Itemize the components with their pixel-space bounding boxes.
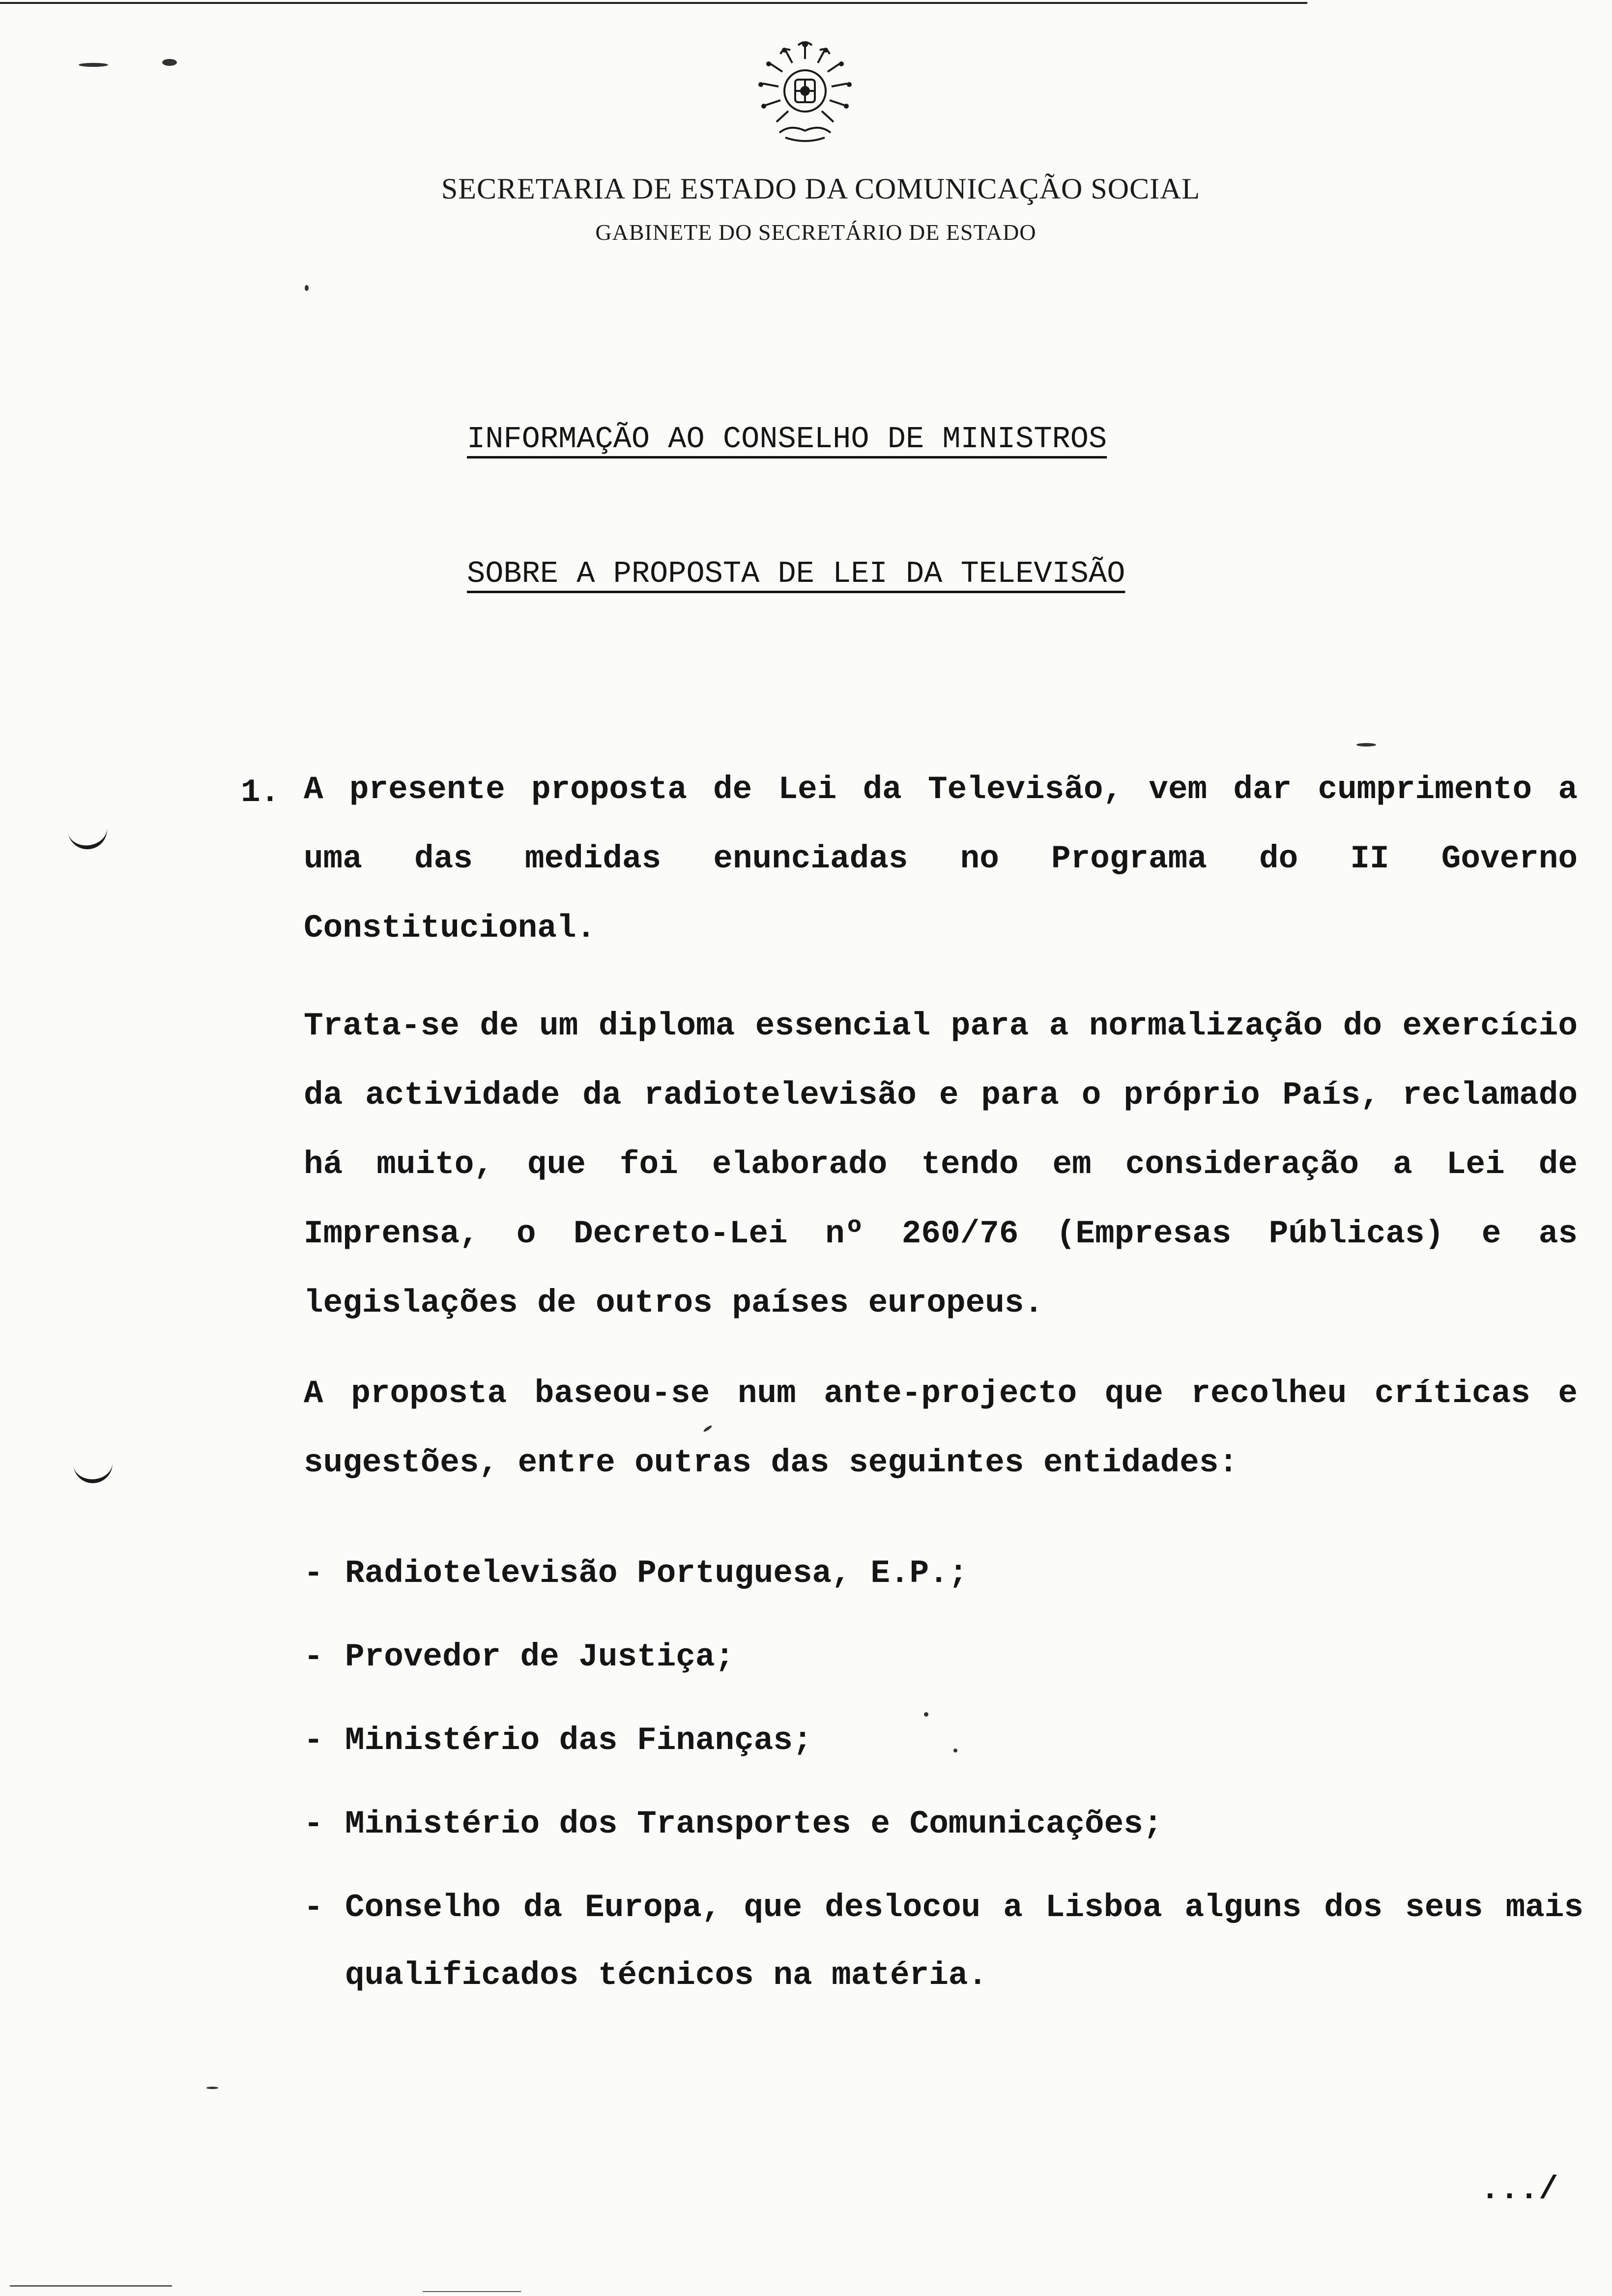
scan-speck — [953, 1749, 957, 1752]
scan-speck — [924, 1712, 928, 1717]
margin-scan-mark — [67, 823, 110, 852]
document-title-line1: INFORMAÇÃO AO CONSELHO DE MINISTROS — [467, 422, 1107, 457]
scan-speck — [79, 63, 108, 67]
scan-speck — [1356, 743, 1376, 746]
list-item: - Ministério das Finanças; — [304, 1719, 1582, 1802]
paragraph-2: Trata-se de um diploma essencial para a normalização do exercício da actividade da radiotelevisão e para o próprio País, reclamado há muito, que foi elaborado tendo em consideração a Lei de Imprensa, o Decreto-Lei nº 260/76 (Empresas Públicas) e as legislações de outros países europeus. — [304, 1007, 1578, 1321]
ministry-heading — [0, 172, 1612, 206]
ministry-heading-text: SECRETARIA DE ESTADO DA COMUNICAÇÃO SOCIAL — [441, 172, 1201, 205]
top-border-line — [0, 2, 1307, 4]
bottom-scan-line — [423, 2291, 521, 2292]
list-item: - Conselho da Europa, que deslocou a Lisboa alguns dos seus mais qualificados técnicos na matéria. — [304, 1874, 1583, 2009]
paragraph-1: A presente proposta de Lei da Televisão, vem dar cumprimento a uma das medidas enunciadas no Programa do II Governo Constitucional. — [304, 771, 1578, 947]
item-number: 1. — [241, 774, 280, 811]
continuation-slash: / — [1538, 2171, 1558, 2208]
continuation-mark — [1480, 2171, 1558, 2208]
entities-list — [304, 1551, 1582, 2009]
scan-speck — [206, 2087, 218, 2089]
scan-speck — [162, 59, 177, 66]
list-item: - Provedor de Justiça; — [304, 1635, 1582, 1719]
document-title-line2: SOBRE A PROPOSTA DE LEI DA TELEVISÃO — [467, 556, 1125, 591]
coat-of-arms-icon — [751, 39, 859, 147]
list-item: - Ministério dos Transportes e Comunicações; — [304, 1802, 1582, 1886]
list-item: - Radiotelevisão Portuguesa, E.P.; — [304, 1551, 1582, 1635]
scan-speck — [305, 285, 309, 291]
margin-scan-mark — [73, 1458, 114, 1484]
paragraph-3: A proposta baseou-se num ante-projecto que recolheu críticas e sugestões, entre outras das seguintes entidades: — [304, 1375, 1578, 1481]
office-subheading — [0, 219, 1612, 245]
office-subheading-text: GABINETE DO SECRETÁRIO DE ESTADO — [595, 220, 1036, 245]
continuation-dots: ... — [1480, 2171, 1539, 2208]
bottom-scan-line — [10, 2285, 172, 2287]
